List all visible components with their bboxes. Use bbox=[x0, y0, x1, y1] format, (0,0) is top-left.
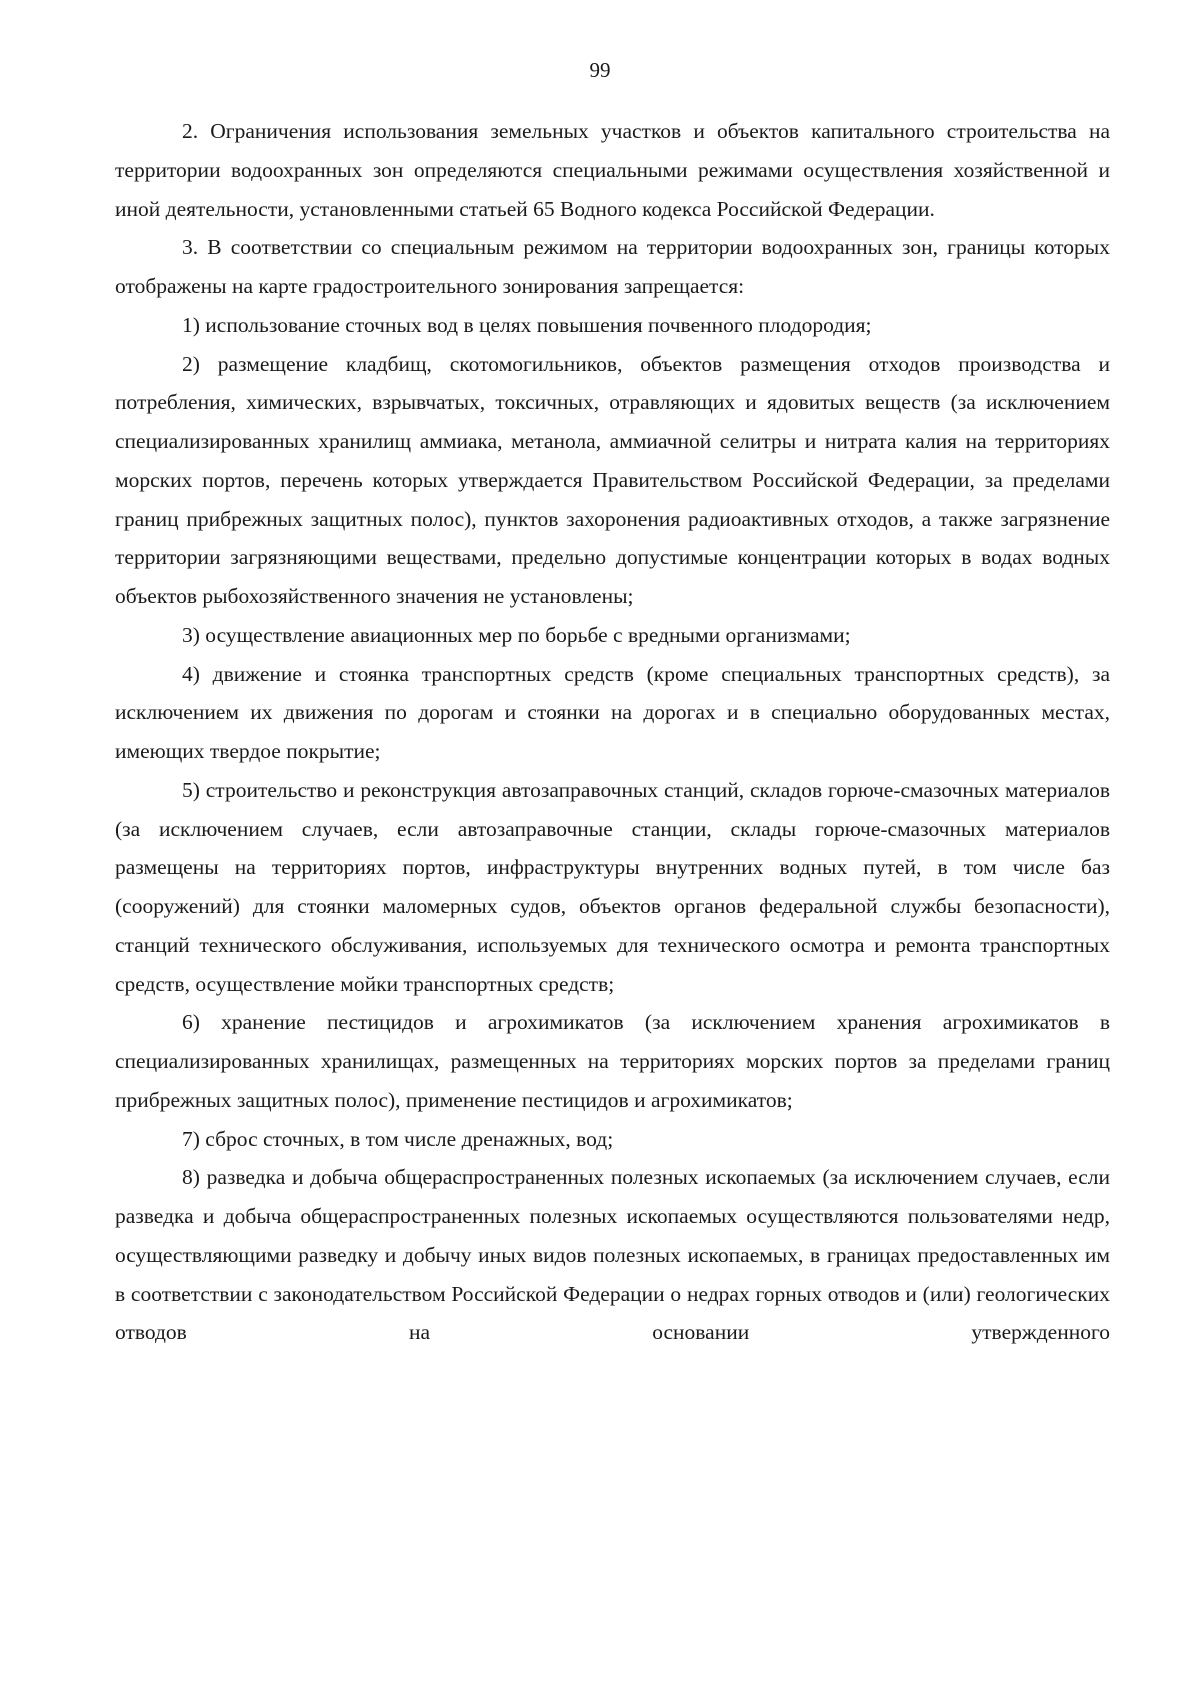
list-item-3: 3) осуществление авиационных мер по борьбе с вредными организмами; bbox=[182, 622, 851, 647]
list-item-8: 8) разведка и добыча общераспространенных полезных ископаемых (за исключением случаев, если разведка и добыча общераспространенных полезных ископаемых осуществляются пользователями недр, осуществляющими разведку и добычу иных видов полезных ископаемых, в границах предоставленных им в соответствии с законодательством Российской Федерации о недрах горных отводов и (или) геологических отводов на основании утвержденного bbox=[115, 1165, 1110, 1345]
document-body bbox=[115, 112, 1110, 1352]
list-item-6: 6) хранение пестицидов и агрохимикатов (за исключением хранения агрохимикатов в специализированных хранилищах, размещенных на территориях морских портов за пределами границ прибрежных защитных полос), применение пестицидов и агрохимикатов; bbox=[115, 1010, 1110, 1112]
list-item-5: 5) строительство и реконструкция автозаправочных станций, складов горюче-смазочных материалов (за исключением случаев, если автозаправочные станции, склады горюче-смазочных материалов размещены на территориях портов, инфраструктуры внутренних водных путей, в том числе баз (сооружений) для стоянки маломерных судов, объектов органов федеральной службы безопасности), станций технического обслуживания, используемых для технического осмотра и ремонта транспортных средств, осуществление мойки транспортных средств; bbox=[115, 777, 1110, 996]
list-item-4: 4) движение и стоянка транспортных средств (кроме специальных транспортных средств), за исключением их движения по дорогам и стоянки на дорогах и в специально оборудованных местах, имеющих твердое покрытие; bbox=[115, 661, 1110, 763]
list-item-1: 1) использование сточных вод в целях повышения почвенного плодородия; bbox=[182, 312, 872, 337]
page-number: 99 bbox=[589, 58, 611, 82]
list-item-7: 7) сброс сточных, в том числе дренажных, вод; bbox=[182, 1126, 614, 1151]
paragraph-3-prohibitions-intro: 3. В соответствии со специальным режимом на территории водоохранных зон, границы которых отображены на карте градостроительного зонирования запрещается: bbox=[115, 235, 1110, 298]
paragraph-2-restrictions: 2. Ограничения использования земельных участков и объектов капитального строительства на территории водоохранных зон определяются специальными режимами осуществления хозяйственной и иной деятельности, установленными статьей 65 Водного кодекса Российской Федерации. bbox=[115, 119, 1110, 221]
list-item-2: 2) размещение кладбищ, скотомогильников, объектов размещения отходов производства и потребления, химических, взрывчатых, токсичных, отравляющих и ядовитых веществ (за исключением специализированных хранилищ аммиака, метанола, аммиачной селитры и нитрата калия на территориях морских портов, перечень которых утверждается Правительством Российской Федерации, за пределами границ прибрежных защитных полос), пунктов захоронения радиоактивных отходов, а также загрязнение территории загрязняющими веществами, предельно допустимые концентрации которых в водах водных объектов рыбохозяйственного значения не установлены; bbox=[115, 351, 1110, 608]
